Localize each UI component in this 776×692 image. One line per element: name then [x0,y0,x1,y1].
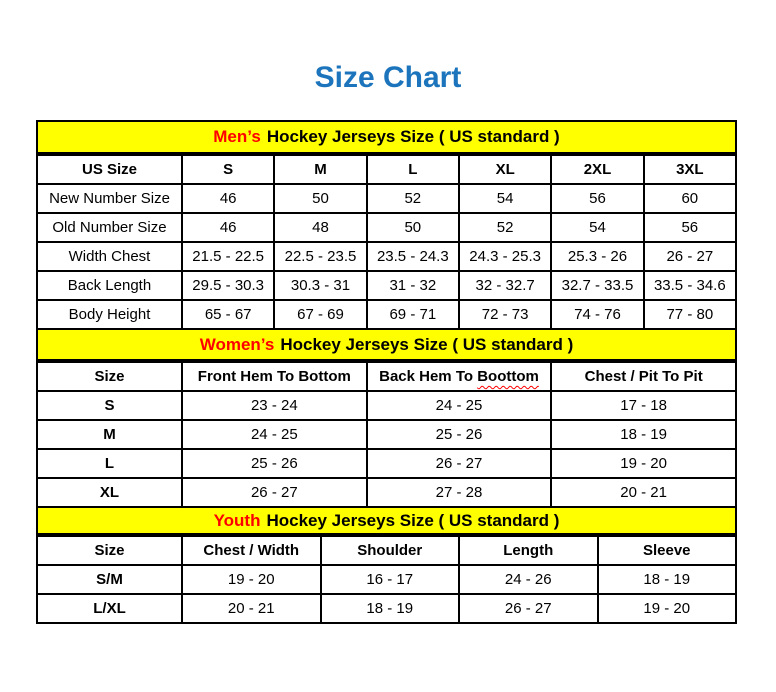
womens-size-cell: 25 - 26 [182,449,367,478]
mens-size-cell: 22.5 - 23.5 [274,242,366,271]
mens-column-header: 2XL [551,155,643,184]
youth-table-row [37,594,736,623]
womens-size-cell: 18 - 19 [551,420,736,449]
youth-size-table [36,535,737,624]
youth-size-cell: 26 - 27 [459,594,598,623]
womens-banner-text: Hockey Jerseys Size ( US standard ) [280,334,574,354]
mens-header-row [37,155,736,184]
womens-table-row [37,391,736,420]
womens-column-header: Size [37,362,182,391]
mens-size-cell: 21.5 - 22.5 [182,242,274,271]
mens-table-row [37,184,736,213]
mens-size-cell: 33.5 - 34.6 [644,271,736,300]
mens-row-label: Back Length [37,271,182,300]
youth-table-row [37,565,736,594]
womens-size-cell: 26 - 27 [367,449,552,478]
womens-size-cell: 19 - 20 [551,449,736,478]
womens-column-header: Chest / Pit To Pit [551,362,736,391]
womens-size-cell: 24 - 25 [367,391,552,420]
mens-size-cell: 31 - 32 [367,271,459,300]
mens-size-cell: 50 [274,184,366,213]
womens-row-label: S [37,391,182,420]
womens-row-label: L [37,449,182,478]
womens-size-cell: 25 - 26 [367,420,552,449]
womens-size-cell: 27 - 28 [367,478,552,507]
youth-section-banner [36,508,737,535]
mens-size-cell: 48 [274,213,366,242]
mens-size-cell: 30.3 - 31 [274,271,366,300]
mens-size-cell: 29.5 - 30.3 [182,271,274,300]
mens-size-cell: 56 [551,184,643,213]
youth-row-label: L/XL [37,594,182,623]
youth-size-cell: 18 - 19 [598,565,737,594]
youth-column-header: Sleeve [598,536,737,565]
mens-banner-text: Hockey Jerseys Size ( US standard ) [266,127,560,146]
mens-column-header: S [182,155,274,184]
mens-size-cell: 54 [459,184,551,213]
womens-size-cell: 26 - 27 [182,478,367,507]
mens-size-cell: 32.7 - 33.5 [551,271,643,300]
size-chart-tables [36,120,737,624]
youth-column-header: Chest / Width [182,536,321,565]
womens-size-cell: 20 - 21 [551,478,736,507]
mens-row-label: Old Number Size [37,213,182,242]
mens-size-cell: 60 [644,184,736,213]
womens-section-banner [36,330,737,361]
mens-section-banner [36,120,737,154]
page-title: Size Chart [314,61,462,94]
womens-column-header: Back Hem To Boottom [367,362,552,391]
mens-table-row [37,300,736,329]
mens-size-cell: 67 - 69 [274,300,366,329]
youth-size-cell: 16 - 17 [321,565,460,594]
youth-row-label: S/M [37,565,182,594]
youth-header-row [37,536,736,565]
mens-size-cell: 65 - 67 [182,300,274,329]
misspelled-word: Boottom [477,368,539,385]
youth-column-header: Length [459,536,598,565]
mens-size-cell: 77 - 80 [644,300,736,329]
youth-column-header: Size [37,536,182,565]
womens-table-row [37,449,736,478]
mens-column-header: XL [459,155,551,184]
mens-size-cell: 46 [182,184,274,213]
mens-size-cell: 46 [182,213,274,242]
mens-banner-highlight: Men’s [213,127,261,146]
mens-table-row [37,213,736,242]
youth-size-cell: 20 - 21 [182,594,321,623]
youth-size-cell: 18 - 19 [321,594,460,623]
mens-table-row [37,271,736,300]
youth-column-header: Shoulder [321,536,460,565]
mens-size-cell: 74 - 76 [551,300,643,329]
mens-size-cell: 54 [551,213,643,242]
mens-size-cell: 25.3 - 26 [551,242,643,271]
mens-size-cell: 69 - 71 [367,300,459,329]
youth-size-cell: 19 - 20 [598,594,737,623]
womens-size-table [36,361,737,508]
womens-table-row [37,420,736,449]
womens-header-row [37,362,736,391]
womens-size-cell: 24 - 25 [182,420,367,449]
mens-column-header: US Size [37,155,182,184]
womens-column-header: Front Hem To Bottom [182,362,367,391]
mens-size-table [36,154,737,330]
womens-table-row [37,478,736,507]
mens-size-cell: 50 [367,213,459,242]
mens-size-cell: 52 [367,184,459,213]
womens-row-label: XL [37,478,182,507]
youth-banner-text: Hockey Jerseys Size ( US standard ) [266,510,560,530]
mens-size-cell: 24.3 - 25.3 [459,242,551,271]
mens-row-label: New Number Size [37,184,182,213]
mens-size-cell: 23.5 - 24.3 [367,242,459,271]
mens-size-cell: 26 - 27 [644,242,736,271]
mens-column-header: M [274,155,366,184]
womens-size-cell: 23 - 24 [182,391,367,420]
mens-column-header: L [367,155,459,184]
mens-row-label: Body Height [37,300,182,329]
womens-row-label: M [37,420,182,449]
mens-column-header: 3XL [644,155,736,184]
womens-size-cell: 17 - 18 [551,391,736,420]
mens-row-label: Width Chest [37,242,182,271]
mens-table-row [37,242,736,271]
youth-size-cell: 19 - 20 [182,565,321,594]
mens-size-cell: 56 [644,213,736,242]
mens-size-cell: 32 - 32.7 [459,271,551,300]
womens-banner-highlight: Women’s [199,334,275,354]
youth-size-cell: 24 - 26 [459,565,598,594]
youth-banner-highlight: Youth [213,510,261,530]
mens-size-cell: 72 - 73 [459,300,551,329]
mens-size-cell: 52 [459,213,551,242]
